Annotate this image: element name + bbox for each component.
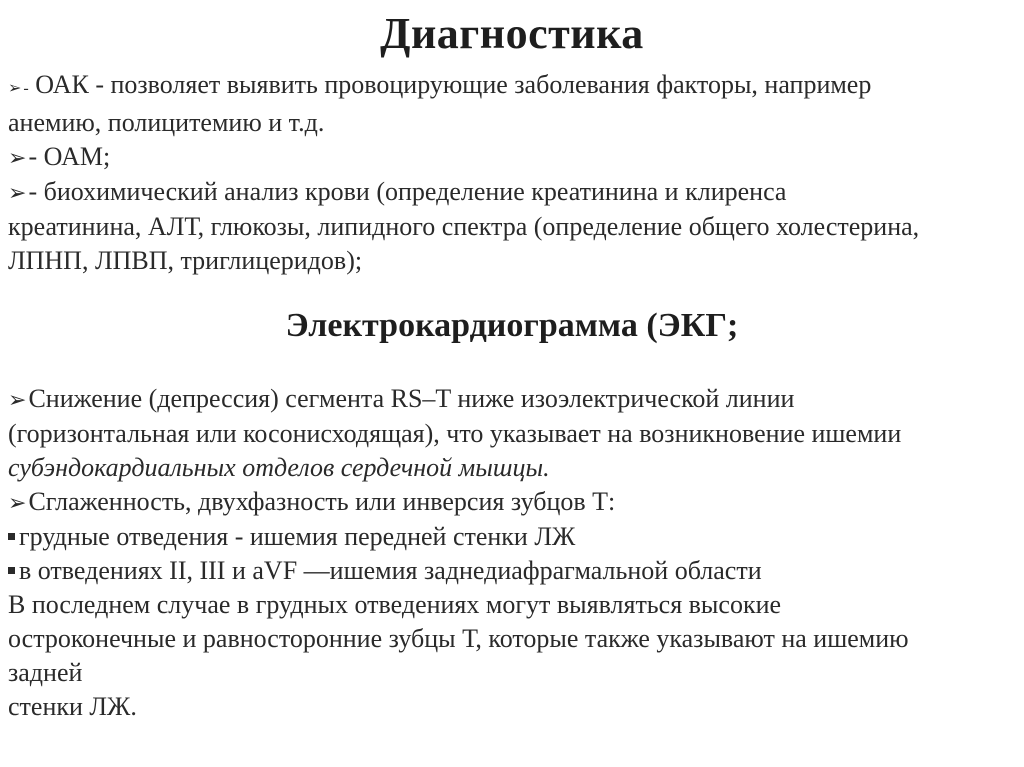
page-title: Диагностика: [380, 9, 644, 58]
arrow-bullet-icon: ➢: [8, 80, 22, 97]
list-item-text: Сглаженность, двухфазность или инверсия зубцов Т:: [28, 487, 616, 516]
note-text-line: остроконечные и равносторонние зубцы Т, которые также указывают на ишемию: [8, 624, 909, 653]
diagnostics-list: [8, 68, 1014, 278]
list-item-text: ОАК - позволяет выявить провоцирующие заболевания факторы, например: [28, 70, 872, 99]
list-item-oam: [8, 140, 1014, 175]
sub-item-chest-leads: [8, 520, 1014, 554]
bullet-dash: -: [23, 80, 29, 97]
list-item-biochem: [8, 175, 1014, 210]
list-item-continuation: (горизонтальная или косонисходящая), что указывает на возникновение ишемии: [8, 419, 902, 448]
list-item-continuation: ЛПНП, ЛПВП, триглицеридов);: [8, 246, 363, 275]
square-bullet-icon: [8, 567, 15, 574]
list-item-text: - биохимический анализ крови (определение креатинина и клиренса: [28, 177, 787, 206]
note-text-line: В последнем случае в грудных отведениях могут выявляться высокие: [8, 590, 782, 619]
arrow-bullet-icon: ➢: [8, 490, 27, 515]
arrow-bullet-icon: ➢: [8, 180, 27, 205]
list-item-continuation: креатинина, АЛТ, глюкозы, липидного спектра (определение общего холестерина,: [8, 212, 920, 241]
list-item-text: Снижение (депрессия) сегмента RS–T ниже изоэлектрической линии: [28, 384, 795, 413]
arrow-bullet-icon: ➢: [8, 145, 27, 170]
list-item-continuation-italic: субэндокардиальных отделов сердечной мышцы.: [8, 453, 550, 482]
sub-item-text: грудные отведения - ишемия передней стенки ЛЖ: [19, 522, 576, 551]
arrow-bullet-icon: ➢: [8, 387, 27, 412]
square-bullet-icon: [8, 533, 15, 540]
sub-item-limb-leads: [8, 554, 1014, 588]
section-heading-ecg: Электрокардиограмма (ЭКГ;: [285, 307, 739, 344]
list-item-continuation: анемию, полицитемию и т.д.: [8, 108, 325, 137]
list-item-oak: [8, 68, 1014, 106]
sub-item-text: в отведениях II, III и aVF —ишемия заднедиафрагмальной области: [19, 556, 762, 585]
list-item-rst: [8, 382, 1014, 417]
list-item-t-wave: [8, 485, 1014, 520]
list-item-text: - ОАМ;: [28, 142, 111, 171]
ecg-list: [8, 382, 1014, 724]
note-text-line: стенки ЛЖ.: [8, 692, 137, 721]
note-text-line: задней: [8, 658, 83, 687]
